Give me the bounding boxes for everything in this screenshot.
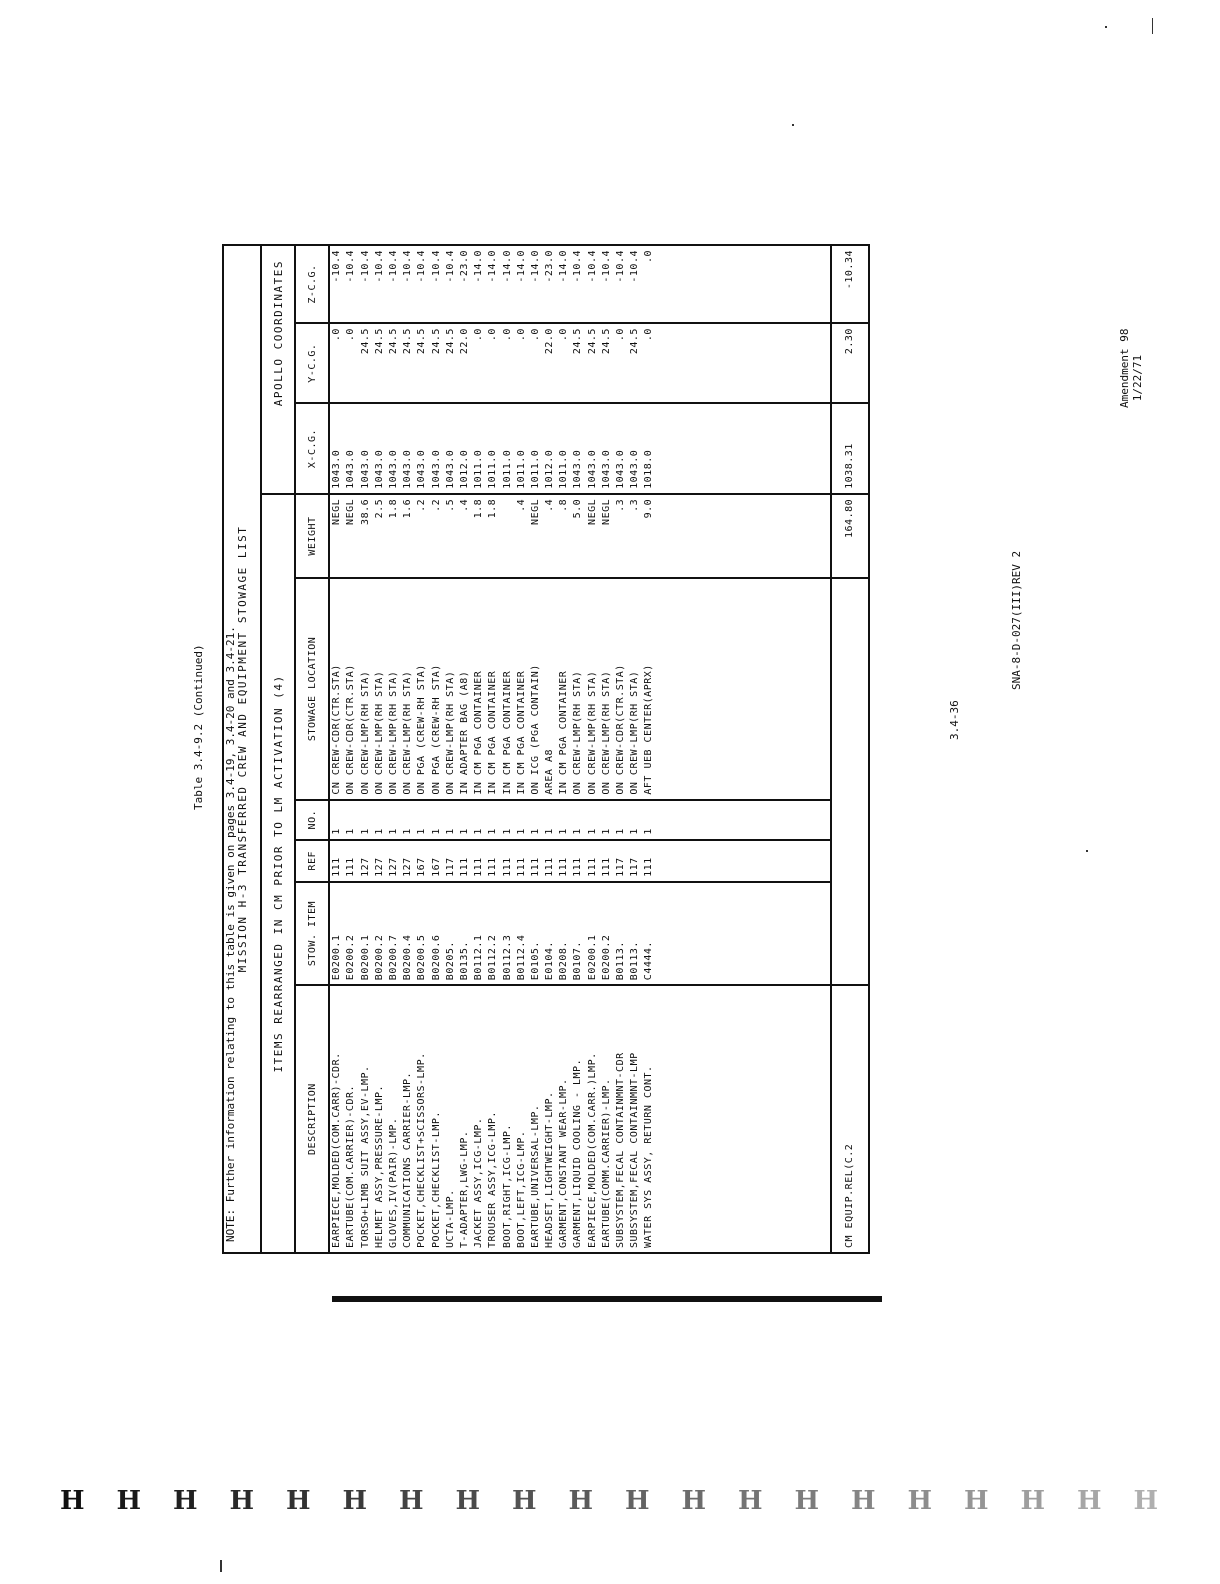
row-ref: 127	[359, 857, 371, 877]
stow-item-cell	[329, 882, 831, 985]
scan-bar	[332, 1296, 882, 1302]
row-weight: 1.6	[402, 498, 414, 519]
row-ref: 127	[402, 857, 414, 877]
row-description: UCTA-LMP.	[444, 1189, 456, 1248]
scan-speck	[792, 124, 794, 126]
row-weight: 2.5	[373, 498, 385, 519]
document-id: SNA-8-D-027(III)REV 2	[1010, 550, 1023, 690]
row-description: SUBSYSTEM,FECAL CONTAINMNT-LMP	[629, 1052, 641, 1248]
row-ref: 117	[629, 857, 641, 877]
row-z-cg: -10.4	[359, 250, 371, 283]
col-stow-item: STOW. ITEM	[295, 882, 329, 985]
row-x-cg: 1011.0	[487, 449, 499, 489]
row-weight: 38.6	[359, 498, 371, 525]
x-cg-cell	[329, 403, 831, 494]
row-ref: 111	[331, 857, 343, 877]
total-weight: 164.80	[831, 494, 869, 578]
weight-cell	[329, 494, 831, 578]
row-stow-item: E0104.	[544, 941, 556, 981]
row-y-cg: 24.5	[402, 328, 414, 355]
row-no: 1	[373, 828, 385, 835]
row-ref: 111	[345, 857, 357, 877]
row-ref: 111	[487, 857, 499, 877]
registration-mark: H	[681, 1486, 707, 1516]
row-z-cg: -10.4	[331, 250, 343, 283]
registration-mark: H	[512, 1486, 537, 1516]
row-z-cg: -23.0	[458, 250, 470, 283]
row-y-cg: .0	[558, 328, 570, 342]
row-x-cg: 1043.0	[444, 449, 456, 489]
row-x-cg: 1043.0	[586, 449, 598, 489]
row-no: 1	[544, 828, 556, 835]
row-location: ON CREW-LMP(RH STA)	[629, 670, 641, 795]
z-cg-cell	[329, 245, 831, 323]
row-no: 1	[501, 828, 513, 835]
row-stow-item: B0112.4	[515, 934, 527, 981]
row-stow-item: B0200.7	[388, 934, 399, 981]
col-x-cg: X-C.G.	[295, 403, 329, 494]
row-location: ON CREW-LMP(RH STA)	[586, 670, 598, 795]
row-y-cg: 24.5	[359, 328, 371, 355]
row-description: TROUSER ASSY,ICG-LMP.	[487, 1111, 499, 1248]
row-description: BOOT,LEFT,ICG-LMP.	[515, 1130, 527, 1248]
row-z-cg: -10.4	[629, 250, 641, 283]
row-no: 1	[515, 828, 527, 835]
row-stow-item: E0200.1	[331, 934, 343, 981]
row-x-cg: 1043.0	[615, 449, 626, 489]
row-y-cg: .0	[487, 328, 499, 342]
stowage-table-rotated	[222, 244, 870, 1254]
row-no: 1	[388, 828, 399, 835]
row-location: ON CREW-LMP(RH STA)	[402, 670, 414, 795]
row-x-cg: 1043.0	[331, 449, 343, 489]
row-no: 1	[615, 828, 626, 835]
row-stow-item: E0105.	[529, 941, 541, 981]
location-cell	[329, 578, 831, 799]
row-x-cg: 1018.0	[643, 449, 655, 489]
registration-mark: H	[625, 1486, 650, 1516]
row-location: AFT UEB CENTER(APRX)	[643, 664, 655, 795]
row-weight: 9.0	[643, 498, 655, 519]
registration-mark: H	[794, 1486, 820, 1516]
registration-mark: H	[738, 1486, 763, 1516]
row-no: 1	[643, 828, 655, 835]
row-ref: 111	[544, 857, 556, 877]
row-x-cg: 1043.0	[359, 449, 371, 489]
row-stow-item: B0205.	[444, 941, 456, 981]
row-ref: 111	[586, 857, 598, 877]
row-weight	[501, 499, 515, 573]
col-description: DESCRIPTION	[295, 985, 329, 1253]
row-x-cg: 1012.0	[544, 449, 556, 489]
row-no: 1	[416, 828, 428, 835]
scan-speck	[220, 1560, 222, 1572]
row-description: BOOT,RIGHT,ICG-LMP.	[501, 1124, 513, 1248]
row-weight: .5	[444, 498, 456, 512]
total-label: CM EQUIP.REL(C.2	[831, 985, 869, 1253]
row-stow-item: B0112.1	[473, 934, 485, 981]
row-x-cg: 1011.0	[529, 449, 541, 489]
row-x-cg: 1043.0	[345, 449, 357, 489]
y-cg-cell	[329, 323, 831, 403]
row-description: POCKET,CHECKLIST-LMP.	[430, 1111, 442, 1248]
row-z-cg: -14.0	[501, 250, 513, 283]
row-location: ON CREW-LMP(RH STA)	[600, 670, 612, 795]
row-z-cg: -10.4	[416, 250, 428, 283]
row-location: ON CREW-CDR(CTR.STA)	[345, 664, 357, 795]
row-weight: 5.0	[572, 498, 584, 519]
row-description: GARMENT,CONSTANT WEAR-LMP.	[558, 1078, 570, 1248]
registration-mark: H	[851, 1486, 876, 1516]
row-weight: .4	[458, 498, 470, 512]
row-description: WATER SYS ASSY, RETURN CONT.	[643, 1065, 655, 1248]
row-no: 1	[586, 828, 598, 835]
amendment-notice	[1118, 328, 1144, 408]
row-stow-item: E0200.2	[600, 934, 612, 981]
row-no: 1	[558, 828, 570, 835]
row-x-cg: 1043.0	[430, 449, 442, 489]
registration-mark: H	[342, 1486, 368, 1516]
row-no: 1	[444, 828, 456, 835]
row-stow-item: B0200.4	[402, 934, 414, 981]
row-z-cg: -10.4	[388, 250, 399, 283]
row-no: 1	[331, 828, 343, 835]
row-weight: NEGL	[529, 498, 541, 525]
row-description: EARTUBE(COMM.CARRIER)-LMP.	[600, 1078, 612, 1248]
row-y-cg: 24.5	[388, 328, 399, 355]
total-x-cg: 1038.31	[831, 403, 869, 494]
row-location: ON PGA (CREW-RH STA)	[416, 664, 428, 795]
row-ref: 167	[416, 857, 428, 877]
row-description: TORSO+LIMB SUIT ASSY,EV-LMP.	[359, 1065, 371, 1248]
row-description: HEADSET,LIGHTWEIGHT-LMP.	[544, 1091, 556, 1248]
row-no: 1	[359, 828, 371, 835]
row-weight: 1.8	[487, 498, 499, 519]
scan-speck	[1152, 18, 1153, 34]
row-x-cg: 1043.0	[572, 449, 584, 489]
amendment-date: 1/22/71	[1131, 354, 1144, 402]
row-weight: NEGL	[600, 498, 612, 525]
row-y-cg: 24.5	[416, 328, 428, 355]
row-stow-item: B0200.6	[430, 934, 442, 981]
row-weight: .8	[558, 498, 570, 512]
row-ref: 127	[373, 857, 385, 877]
row-weight: .2	[430, 498, 442, 512]
row-weight: .3	[615, 498, 626, 512]
row-ref: 111	[473, 857, 485, 877]
row-weight: .3	[629, 498, 641, 512]
row-description: COMMUNICATIONS CARRIER-LMP.	[402, 1071, 414, 1248]
row-z-cg: -10.4	[345, 250, 357, 283]
row-ref: 111	[643, 857, 655, 877]
row-description: GLOVES,IV(PAIR)-LMP.	[388, 1117, 399, 1248]
row-stow-item: B0107.	[572, 941, 584, 981]
row-x-cg: 1011.0	[558, 449, 570, 489]
row-y-cg: 24.5	[586, 328, 598, 355]
row-x-cg: 1043.0	[402, 449, 414, 489]
registration-mark: H	[907, 1486, 933, 1516]
table-title: MISSION H-3 TRANSFERRED CREW AND EQUIPMENT STOWAGE LIST	[223, 245, 261, 1253]
row-stow-item: C4444.	[643, 941, 655, 981]
row-z-cg: -10.4	[572, 250, 584, 283]
row-no: 1	[458, 828, 470, 835]
total-z-cg: -10.34	[831, 245, 869, 323]
row-z-cg: -10.4	[600, 250, 612, 283]
row-z-cg: -10.4	[615, 250, 626, 283]
row-stow-item: B0200.2	[373, 934, 385, 981]
row-location: ON CREW-LMP(RH STA)	[444, 670, 456, 795]
row-z-cg: -10.4	[586, 250, 598, 283]
row-no: 1	[402, 828, 414, 835]
row-y-cg: 24.5	[444, 328, 456, 355]
row-x-cg: 1043.0	[416, 449, 428, 489]
row-x-cg: 1043.0	[373, 449, 385, 489]
row-location: ON ICG (PGA CONTAIN)	[529, 664, 541, 795]
row-location: IN CM PGA CONTAINER	[501, 670, 513, 795]
row-x-cg: 1012.0	[458, 449, 470, 489]
row-z-cg: -14.0	[487, 250, 499, 283]
row-no: 1	[529, 828, 541, 835]
row-ref: 167	[430, 857, 442, 877]
row-description: T-ADAPTER,LWG-LMP.	[458, 1130, 470, 1248]
row-stow-item: B0200.1	[359, 934, 371, 981]
row-description: EARPIECE,MOLDED(COM.CARR.)LMP.	[586, 1052, 598, 1248]
registration-mark: H	[173, 1486, 198, 1516]
row-location: IN CM PGA CONTAINER	[473, 670, 485, 795]
col-ref: REF	[295, 840, 329, 882]
row-location: IN CM PGA CONTAINER	[515, 670, 527, 795]
row-no: 1	[600, 828, 612, 835]
col-no: NO.	[295, 800, 329, 840]
row-ref: 111	[515, 857, 527, 877]
registration-mark: H	[568, 1486, 594, 1516]
table-subtitle: ITEMS REARRANGED IN CM PRIOR TO LM ACTIVATION (4)	[261, 494, 295, 1253]
registration-mark: H	[229, 1486, 255, 1516]
row-x-cg: 1011.0	[473, 449, 485, 489]
ref-cell	[329, 840, 831, 882]
row-z-cg: -10.4	[402, 250, 414, 283]
scan-speck	[1086, 850, 1088, 852]
registration-mark: H	[1020, 1486, 1046, 1516]
col-z-cg: Z-C.G.	[295, 245, 329, 323]
row-ref: 111	[558, 857, 570, 877]
row-weight: NEGL	[345, 498, 357, 525]
row-weight: .2	[416, 498, 428, 512]
row-description: GARMENT,LIQUID COOLING - LMP.	[572, 1058, 584, 1248]
row-y-cg: 24.5	[629, 328, 641, 355]
row-y-cg: .0	[501, 328, 513, 342]
row-stow-item: B0112.2	[487, 934, 499, 981]
row-z-cg: -10.4	[444, 250, 456, 283]
row-description: HELMET ASSY,PRESSURE-LMP.	[373, 1084, 385, 1248]
row-ref: 111	[529, 857, 541, 877]
row-ref: 127	[388, 857, 399, 877]
description-cell	[329, 985, 831, 1253]
row-description: EARTUBE,UNIVERSAL-LMP.	[529, 1104, 541, 1248]
registration-mark: H	[1077, 1486, 1102, 1516]
row-no: 1	[487, 828, 499, 835]
row-location: AREA A8	[544, 748, 556, 795]
row-location: CN CREW-CDR(CTR.STA)	[331, 664, 343, 795]
row-description: POCKET,CHECKLIST+SCISSORS-LMP.	[416, 1052, 428, 1248]
row-y-cg: .0	[345, 328, 357, 342]
row-weight: 1.8	[388, 498, 399, 519]
row-z-cg: .0	[643, 250, 655, 264]
registration-mark: H	[399, 1486, 424, 1516]
row-ref: 117	[615, 857, 626, 877]
row-location: ON PGA (CREW-RH STA)	[430, 664, 442, 795]
col-location: STOWAGE LOCATION	[295, 578, 329, 799]
row-no: 1	[572, 828, 584, 835]
row-x-cg: 1011.0	[501, 449, 513, 489]
row-z-cg: -14.0	[558, 250, 570, 283]
row-weight: 1.8	[473, 498, 485, 519]
page-number: 3.4-36	[948, 700, 961, 740]
row-weight: .4	[544, 498, 556, 512]
row-stow-item: B0208.	[558, 941, 570, 981]
row-location: IN ADAPTER BAG (A8)	[458, 670, 470, 795]
row-stow-item: B0113.	[615, 941, 626, 981]
row-y-cg: 24.5	[600, 328, 612, 355]
row-weight: NEGL	[586, 498, 598, 525]
row-y-cg: .0	[529, 328, 541, 342]
row-ref: 111	[572, 857, 584, 877]
row-z-cg: -10.4	[373, 250, 385, 283]
table-caption: Table 3.4-9.2 (Continued)	[192, 644, 205, 810]
row-weight: NEGL	[331, 498, 343, 525]
row-no: 1	[345, 828, 357, 835]
row-description: SUBSYSTEM,FECAL CONTAINMNT-CDR	[615, 1052, 626, 1248]
row-y-cg: .0	[473, 328, 485, 342]
row-weight: .4	[515, 498, 527, 512]
row-y-cg: .0	[643, 328, 655, 342]
row-z-cg: -14.0	[515, 250, 527, 283]
row-no: 1	[473, 828, 485, 835]
row-location: IN CM PGA CONTAINER	[487, 670, 499, 795]
row-x-cg: 1043.0	[388, 449, 399, 489]
row-y-cg: 24.5	[572, 328, 584, 355]
row-stow-item: B0135.	[458, 941, 470, 981]
row-location: ON CREW-LMP(RH STA)	[572, 670, 584, 795]
registration-mark: H	[286, 1486, 311, 1516]
row-y-cg: 22.0	[544, 328, 556, 355]
registration-mark: H	[116, 1486, 142, 1516]
no-cell	[329, 800, 831, 840]
row-ref: 111	[600, 857, 612, 877]
row-ref: 111	[458, 857, 470, 877]
row-z-cg: -23.0	[544, 250, 556, 283]
row-location: ON CREW-LMP(RH STA)	[388, 670, 399, 795]
registration-mark: H	[964, 1486, 989, 1516]
row-stow-item: B0200.5	[416, 934, 428, 981]
scan-speck	[1105, 26, 1107, 28]
row-x-cg: 1043.0	[629, 449, 641, 489]
row-stow-item: E0200.1	[586, 934, 598, 981]
row-y-cg: .0	[615, 328, 626, 342]
row-location: ON CREW-LMP(RH STA)	[359, 670, 371, 795]
total-blank	[831, 578, 869, 985]
row-location: ON CREW-LMP(RH STA)	[373, 670, 385, 795]
registration-mark: H	[60, 1486, 85, 1516]
amendment-number: Amendment 98	[1118, 328, 1131, 408]
row-x-cg: 1011.0	[515, 449, 527, 489]
row-location: ON CREW-CDR(CTR.STA)	[615, 664, 626, 795]
row-stow-item: B0113.	[629, 941, 641, 981]
row-no: 1	[629, 828, 641, 835]
coords-header: APOLLO COORDINATES	[261, 245, 295, 494]
table-note: NOTE: Further information relating to this table is given on pages 3.4-19, 3.4-20 and 3.4-21.	[224, 626, 237, 1242]
registration-mark: H	[455, 1486, 481, 1516]
row-description: EARPIECE,MOLDED(COM.CARR)-CDR.	[331, 1052, 343, 1248]
stowage-table	[222, 244, 870, 1254]
row-y-cg: 24.5	[430, 328, 442, 355]
row-z-cg: -10.4	[430, 250, 442, 283]
row-x-cg: 1043.0	[600, 449, 612, 489]
row-y-cg: .0	[331, 328, 343, 342]
row-y-cg: 24.5	[373, 328, 385, 355]
row-description: JACKET ASSY,ICG-LMP.	[473, 1117, 485, 1248]
row-y-cg: .0	[515, 328, 527, 342]
row-y-cg: 22.0	[458, 328, 470, 355]
total-y-cg: 2.30	[831, 323, 869, 403]
row-description: EARTUBE(COM.CARRIER)-CDR.	[345, 1084, 357, 1248]
col-y-cg: Y-C.G.	[295, 323, 329, 403]
row-stow-item: E0200.2	[345, 934, 357, 981]
registration-mark: H	[1133, 1486, 1159, 1516]
row-ref: 111	[501, 857, 513, 877]
row-z-cg: -14.0	[529, 250, 541, 283]
row-z-cg: -14.0	[473, 250, 485, 283]
row-no: 1	[430, 828, 442, 835]
row-location: IN CM PGA CONTAINER	[558, 670, 570, 795]
col-weight: WEIGHT	[295, 494, 329, 578]
row-ref: 117	[444, 857, 456, 877]
row-stow-item: B0112.3	[501, 934, 513, 981]
